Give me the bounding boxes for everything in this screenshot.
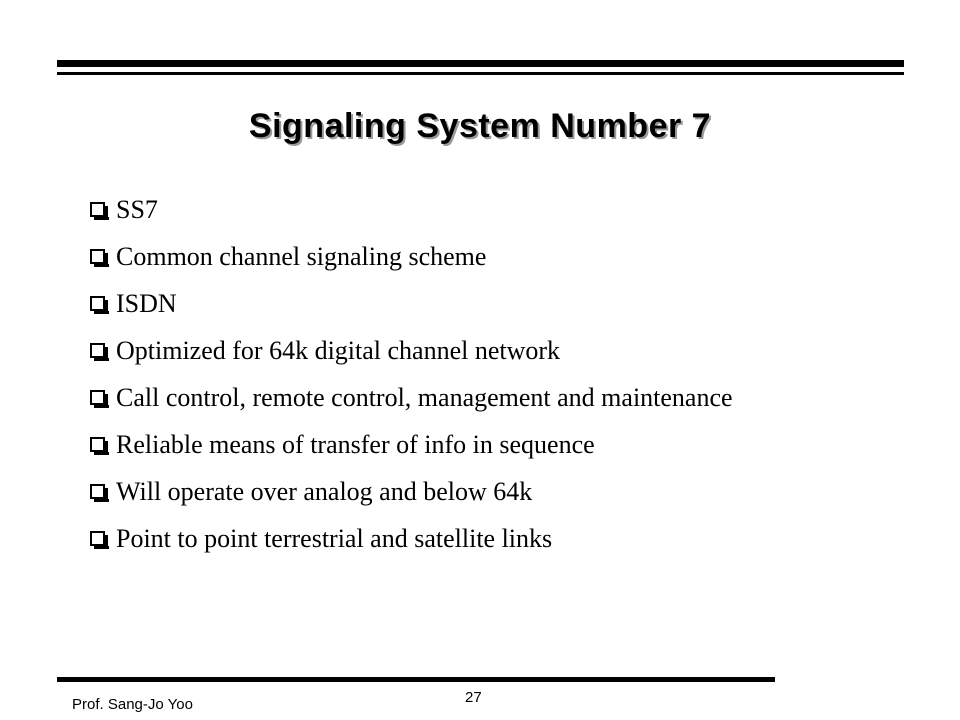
- bullet-text: Optimized for 64k digital channel network: [116, 336, 561, 365]
- bullet-text: ISDN: [116, 289, 177, 318]
- bullet-item: [90, 327, 733, 374]
- checkbox-square-icon: [90, 249, 105, 264]
- bullet-text: Call control, remote control, management and maintenance: [116, 383, 733, 412]
- checkbox-square-icon: [90, 531, 105, 546]
- bullet-item: [90, 421, 733, 468]
- bullet-item: [90, 374, 733, 421]
- checkbox-square-icon: [90, 343, 105, 358]
- page-number: 27: [465, 689, 482, 706]
- bullet-item: [90, 280, 733, 327]
- checkbox-square-icon: [90, 296, 105, 311]
- bullet-item: [90, 515, 733, 562]
- checkbox-square-icon: [90, 484, 105, 499]
- bullet-text: Point to point terrestrial and satellite links: [116, 524, 553, 553]
- bullet-item: [90, 233, 733, 280]
- header-rule-thick: [57, 60, 904, 67]
- checkbox-square-icon: [90, 202, 105, 217]
- bullet-text: SS7: [116, 195, 158, 224]
- bullet-text: Reliable means of transfer of info in sequence: [116, 430, 595, 459]
- checkbox-square-icon: [90, 390, 105, 405]
- bullet-text: Common channel signaling scheme: [116, 242, 487, 271]
- bullet-item: [90, 186, 733, 233]
- bullet-text: Will operate over analog and below 64k: [116, 477, 533, 506]
- bullet-list: [90, 186, 733, 562]
- slide-title: Signaling System Number 7: [248, 107, 712, 145]
- footer-rule: [57, 677, 775, 682]
- footer-author: Prof. Sang-Jo Yoo: [72, 696, 193, 713]
- header-rule-thin: [57, 72, 904, 75]
- checkbox-square-icon: [90, 437, 105, 452]
- bullet-item: [90, 468, 733, 515]
